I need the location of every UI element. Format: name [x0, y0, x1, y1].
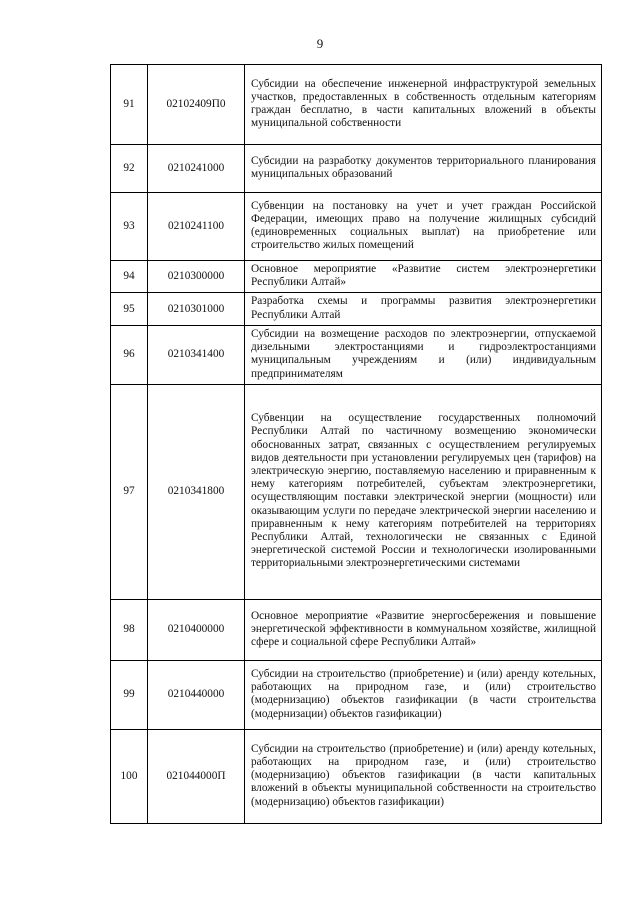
row-code: 0210241100: [148, 193, 245, 261]
table-row: [111, 65, 602, 145]
table-row: [111, 261, 602, 293]
row-code: 0210301000: [148, 293, 245, 325]
row-number: 96: [111, 325, 148, 384]
row-description: Субсидии на обеспечение инженерной инфраструктурой земельных участков, предоставленных в собственность отдельным категориям граждан бесплатно, в части капитальных вложений в объекты муниципальной собственности: [245, 65, 602, 145]
row-number: 92: [111, 145, 148, 193]
row-number: 91: [111, 65, 148, 145]
row-number: 99: [111, 660, 148, 729]
budget-classification-table: [110, 64, 602, 824]
table-row: [111, 384, 602, 599]
row-code: 0210341400: [148, 325, 245, 384]
row-description: Субсидии на строительство (приобретение) и (или) аренду котельных, работающих на природном газе, и (или) строительство (модернизацию) объектов газификации (в части строительства (модернизации) объектов газификации): [245, 660, 602, 729]
table-row: [111, 729, 602, 823]
row-description: Субсидии на возмещение расходов по электроэнергии, отпускаемой дизельными электростанциями и гидроэлектростанциями муниципальным учреждениям и (или) индивидуальным предпринимателям: [245, 325, 602, 384]
table-row: [111, 293, 602, 325]
table-row: [111, 599, 602, 660]
row-number: 94: [111, 261, 148, 293]
row-description: Субсидии на строительство (приобретение) и (или) аренду котельных, работающих на природном газе, и (или) строительство (модернизацию) объектов газификации (в части капитальных вложений в объекты муниципальной собственности на строительство (модернизацию) объектов газификации): [245, 729, 602, 823]
page-number: 9: [316, 36, 324, 51]
row-description: Субвенции на осуществление государственных полномочий Республики Алтай по частичному возмещению экономически обоснованных затрат, связанных с осуществлением регулируемых видов деятельности при установлении регулируемых цен (тарифов) на электрическую энергию, поставляемую населению и приравненным к нему категориям потребителей, субъектам электроэнергетики, осуществляющим поставки электрической энергии (мощности) или оказывающим услуги по передаче электрической энергии населению и приравненным к нему категориям потребителей на территориях Республики Алтай, технологически не связанных с Единой энергетической системой России и технологически изолированными территориальными электроэнергетическими системами: [245, 384, 602, 599]
row-code: 0210341800: [148, 384, 245, 599]
row-description: Основное мероприятие «Развитие систем электроэнергетики Республики Алтай»: [245, 261, 602, 293]
row-description: Разработка схемы и программы развития электроэнергетики Республики Алтай: [245, 293, 602, 325]
row-number: 98: [111, 599, 148, 660]
row-code: 02102409П0: [148, 65, 245, 145]
row-description: Субсидии на разработку документов территориального планирования муниципальных образований: [245, 145, 602, 193]
row-number: 100: [111, 729, 148, 823]
table-row: [111, 193, 602, 261]
row-description: Основное мероприятие «Развитие энергосбережения и повышение энергетической эффективности в коммунальном хозяйстве, жилищной сфере и социальной сфере Республики Алтай»: [245, 599, 602, 660]
table-row: [111, 325, 602, 384]
row-code: 0210400000: [148, 599, 245, 660]
row-description: Субвенции на постановку на учет и учет граждан Российской Федерации, имеющих право на получение жилищных субсидий (единовременных социальных выплат) на приобретение или строительство жилых помещений: [245, 193, 602, 261]
row-number: 95: [111, 293, 148, 325]
row-code: 0210241000: [148, 145, 245, 193]
row-code: 021044000П: [148, 729, 245, 823]
table-row: [111, 660, 602, 729]
row-number: 93: [111, 193, 148, 261]
row-number: 97: [111, 384, 148, 599]
table-row: [111, 145, 602, 193]
row-code: 0210440000: [148, 660, 245, 729]
row-code: 0210300000: [148, 261, 245, 293]
